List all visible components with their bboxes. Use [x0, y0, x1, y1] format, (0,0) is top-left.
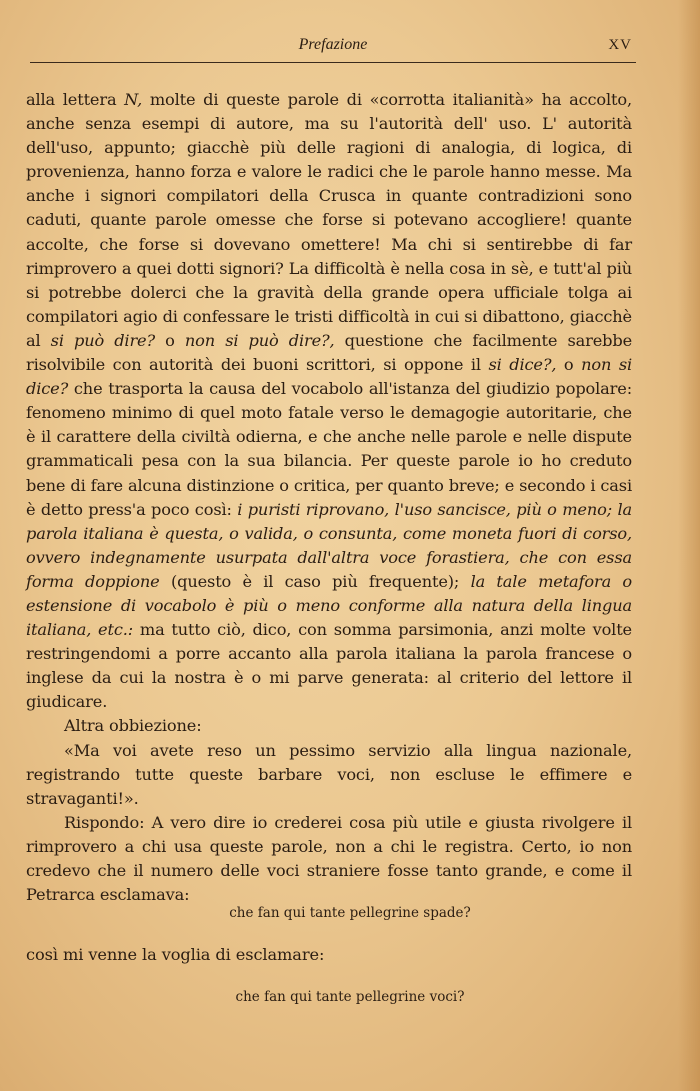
page-number: XV	[608, 37, 632, 53]
text-run: alla lettera	[26, 90, 125, 109]
italic-run: si dice?,	[488, 355, 557, 375]
text-run: molte di queste parole di «corrotta italianità» ha accolto, anche senza esempi di autore, ma su l'autorità dell' uso. L' autorità dell'uso, appunto; giacchè più delle ragioni di analogia, di logica, di provenienza, hanno forza e valore le radici che le parole hanno messe. Ma anche i signori compilatori della Crusca in quante contradizioni sono caduti, quante parole omesse che forse si potevano accogliere! quante accolte, che forse si dovevano omettere! Ma chi si sentirebbe di far rimprovero a quei dotti signori? La difficoltà è nella cosa in sè, e tutt'al più si potrebbe dolerci che la gravità della grande opera ufficiale tolga ai compilatori agio di confessare le tristi difficoltà in cui si dibattono, giacchè al	[26, 90, 632, 350]
text-run: ma tutto ciò, dico, con somma parsimonia, anzi molte volte restringendomi a porre accanto alla parola italiana la parola francese o inglese da cui la nostra è o mi parve generata: al criterio del lettore il giudicare.	[26, 620, 632, 712]
verse-quote-2: che fan qui tante pellegrine voci?	[235, 989, 465, 1005]
italic-run: non si dice?	[26, 355, 633, 399]
italic-run: N,	[124, 90, 143, 109]
paragraph-1	[26, 88, 632, 714]
text-run: che trasporta la causa del vocabolo all'istanza del giudizio popolare: fenomeno minimo di quel moto fatale verso le demagogie autoritarie, che è il carattere della civiltà odierna, e che anche nelle parole e nelle dispute grammaticali pesa con la sua bilancia. Per queste parole io ho creduto bene di fare alcuna distinzione o critica, per quanto breve; e secondo i casi è detto press'a poco così:	[26, 379, 632, 519]
text-run: (questo è il caso più frequente);	[159, 571, 471, 591]
italic-run: la tale metafora o estensione di vocabolo è più o meno conforme alla natura della lingua italiana, etc.:	[26, 571, 633, 640]
body-text	[26, 88, 632, 907]
page-edge-shadow	[678, 0, 700, 1091]
italic-run: i puristi riprovano, l'uso sancisce, più o meno; la parola italiana è questa, o valida, o consunta, come moneta fuori di corso, ovvero indegnamente usurpata dall'altra voce forastiera, che con essa forma doppione	[26, 499, 632, 591]
text-run: questione che facilmente sarebbe risolvibile con autorità dei buoni scrittori, si oppone il	[26, 330, 633, 375]
running-title: Prefazione	[298, 36, 368, 53]
text-run: o	[556, 355, 582, 375]
italic-run: si può dire?	[50, 330, 156, 350]
italic-run: non si può dire?,	[184, 330, 335, 350]
line-after-verse: così mi venne la voglia di esclamare:	[26, 945, 325, 964]
paragraph-2: Altra obbiezione:	[64, 716, 202, 736]
text-run: o	[155, 330, 185, 350]
verse-quote-1: che fan qui tante pellegrine spade?	[229, 905, 471, 921]
paragraph-4: Rispondo: A vero dire io crederei cosa più utile e giusta rivolgere il rimprovero a chi usa queste parole, non a chi le registra. Certo, io non credevo che il numero delle voci straniere fosse tanto grande, e come il Petrarca esclamava:	[26, 812, 632, 905]
paragraph-3: «Ma voi avete reso un pessimo servizio alla lingua nazionale, registrando tutte queste barbare voci, non escluse le effimere e stravaganti!».	[26, 740, 632, 808]
page-header	[30, 36, 636, 63]
